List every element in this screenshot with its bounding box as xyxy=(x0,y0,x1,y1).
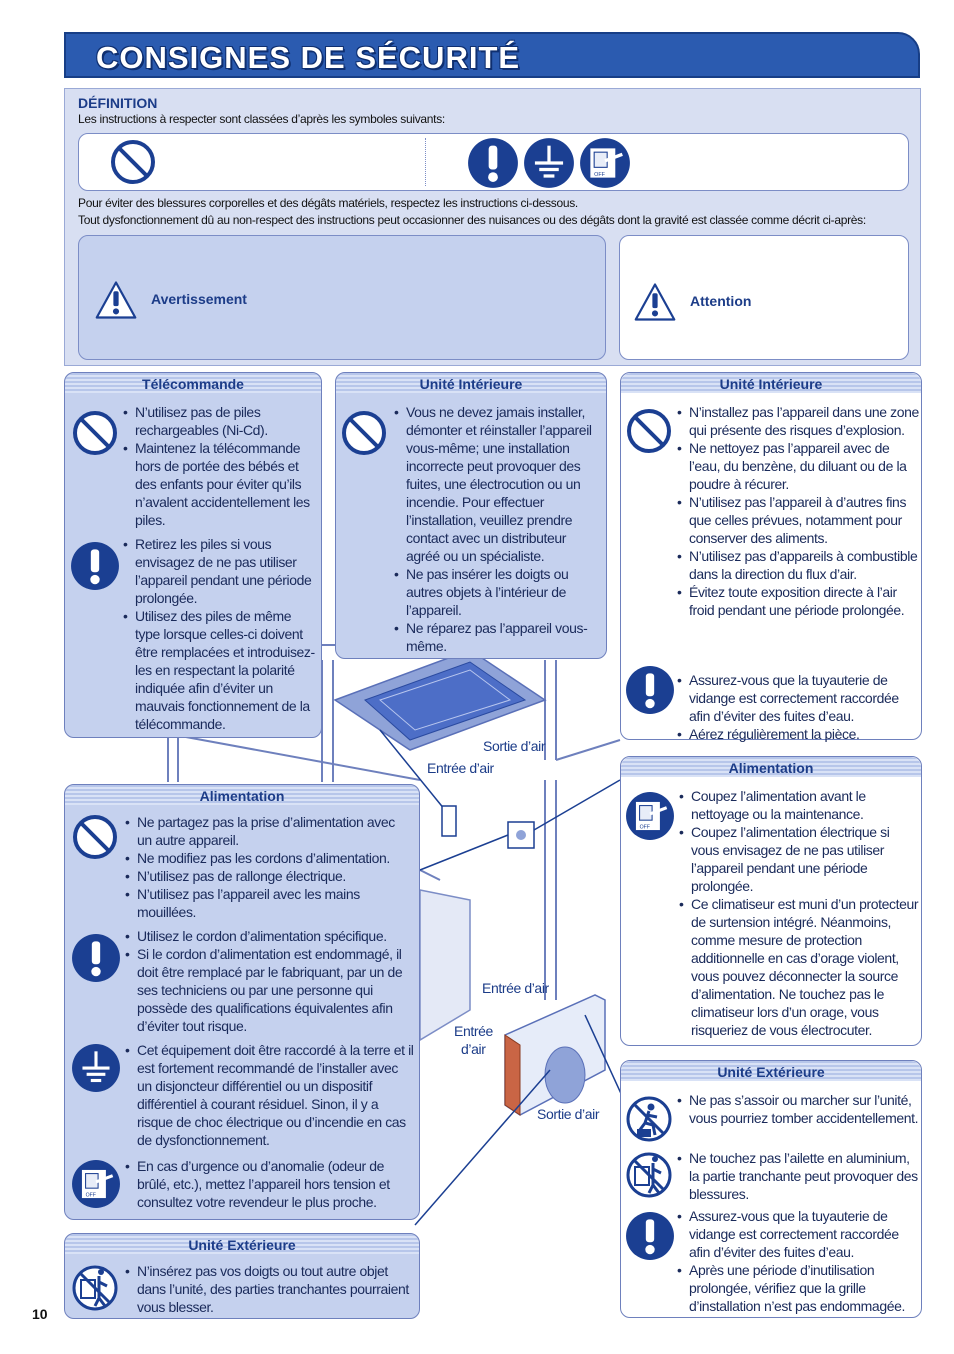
panel-title: Alimentation xyxy=(621,757,921,777)
outdoor-unit-panel-2 xyxy=(64,1233,420,1319)
mandatory-icon xyxy=(71,933,121,983)
air-inlet-label-side-2: d’air xyxy=(461,1041,486,1057)
air-outlet-label-outdoor: Sortie d’air xyxy=(537,1106,600,1122)
list-item: • Aérez régulièrement la pièce. xyxy=(677,725,921,743)
list-item: • Utilisez le cordon d’alimentation spécifique. xyxy=(125,927,411,945)
prohibit-icon xyxy=(340,409,388,457)
power-supply-panel-2 xyxy=(620,756,922,1046)
power-prohibit-list xyxy=(125,813,411,921)
panel-title: Unité Extérieure xyxy=(621,1061,921,1081)
list-item: • Utilisez des piles de même type lorsque celles-ci doivent être remplacées et introduisez-les en respectant la polarité indiquée afin d’éviter un mauvais fonctionnement de la télécommande. xyxy=(123,607,319,733)
indoor2-mandatory-list xyxy=(677,671,921,743)
outdoor-notouch-list xyxy=(677,1149,921,1203)
list-item: • Assurez-vous que la tuyauterie de vidange est correctement raccordée afin d’éviter des fuites d’eau. xyxy=(677,1207,921,1261)
list-item: • Maintenez la télécommande hors de portée des bébés et des enfants pour éviter qu’ils n’avalent accidentellement les piles. xyxy=(123,439,319,529)
outdoor2-notouch-list xyxy=(125,1262,415,1316)
list-item: • N’insérez pas vos doigts ou tout autre objet dans l’unité, des parties tranchantes pourraient vous blesser. xyxy=(125,1262,415,1316)
list-item: • N’utilisez pas de rallonge électrique. xyxy=(125,867,411,885)
list-item: • Retirez les piles si vous envisagez de ne pas utiliser l’appareil pendant une période prolongée. xyxy=(123,535,319,607)
power-earth-list xyxy=(125,1041,415,1149)
caution-label: Attention xyxy=(690,293,752,309)
panel-title: Télécommande xyxy=(65,373,321,393)
list-item: • Cet équipement doit être raccordé à la terre et il est fortement recommandé de l’installer avec un disjoncteur différentiel ou un dispositif différentiel à courant résiduel. Sinon, il y a risque de choc électrique ou d’incendie en cas de dysfonctionnement. xyxy=(125,1041,415,1149)
list-item: • Coupez l’alimentation avant le nettoyage ou la maintenance. xyxy=(679,787,919,823)
no-touch-icon xyxy=(625,1151,673,1199)
prohibit-icon xyxy=(625,407,673,455)
mandatory-icon xyxy=(625,665,675,715)
no-sitting-icon xyxy=(625,1095,673,1143)
definition-note-1: Pour éviter des blessures corporelles et des dégâts matériels, respectez les instructions ci-dessous. xyxy=(78,196,578,210)
unplug-icon xyxy=(625,791,675,841)
list-item: • Après une période d’inutilisation prolongée, vérifiez que la grille d’installation n’est pas endommagée. xyxy=(677,1261,921,1315)
list-item: • Assurez-vous que la tuyauterie de vidange est correctement raccordée afin d’éviter des fuites d’eau. xyxy=(677,671,921,725)
unplug-icon xyxy=(71,1159,121,1209)
panel-title: Unité Extérieure xyxy=(65,1234,419,1254)
list-item: • En cas d’urgence ou d’anomalie (odeur de brûlé, etc.), mettez l’appareil hors tension et consultez votre revendeur le plus proche. xyxy=(125,1157,413,1211)
list-item: • N’utilisez pas de piles rechargeables (Ni-Cd). xyxy=(123,403,319,439)
list-item: • Ne modifiez pas les cordons d’alimentation. xyxy=(125,849,411,867)
list-item: • Évitez toute exposition directe à l’air froid pendant une période prolongée. xyxy=(677,583,921,619)
list-item: • N’utilisez pas l’appareil à d’autres fins que celles prévues, notamment pour conserver des aliments. xyxy=(677,493,921,547)
list-item: • N’utilisez pas l’appareil avec les mains mouillées. xyxy=(125,885,411,921)
air-inlet-label: Entrée d’air xyxy=(427,760,494,776)
remote-prohibit-list xyxy=(123,403,319,529)
indoor-prohibit-list xyxy=(394,403,602,655)
list-item: • Ce climatiseur est muni d’un protecteur de surtension intégré. Néanmoins, comme mesure de protection additionnelle en cas d’orage violent, vous pouvez déconnecter la source d’alimentation. Ne touchez pas le climatiseur lors d’un orage, vous risqueriez de vous électrocuter. xyxy=(679,895,919,1039)
list-item: • Ne nettoyez pas l’appareil avec de l’eau, du benzène, du diluant ou de la poudre à récurer. xyxy=(677,439,921,493)
earth-icon xyxy=(71,1043,121,1093)
warning-label: Avertissement xyxy=(151,291,247,307)
list-item: • N’utilisez pas d’appareils à combustible dans la direction du flux d’air. xyxy=(677,547,921,583)
definition-intro: Les instructions à respecter sont classées d’après les symboles suivants: xyxy=(78,112,445,126)
list-item: • Ne pas s’assoir ou marcher sur l’unité, vous pourriez tomber accidentellement. xyxy=(677,1091,921,1127)
air-inlet-label-outdoor: Entrée d’air xyxy=(482,980,549,996)
list-item: • Coupez l’alimentation électrique si vous envisagez de ne pas utiliser l’appareil pendant une période prolongée. xyxy=(679,823,919,895)
power-supply-panel-1 xyxy=(64,784,420,1220)
list-item: • Ne pas insérer les doigts ou autres objets à l’intérieur de l’appareil. xyxy=(394,565,602,619)
list-item: • Ne touchez pas l’ailette en aluminium, la partie tranchante peut provoquer des blessures. xyxy=(677,1149,921,1203)
air-outlet-label: Sortie d’air xyxy=(483,738,546,754)
prohibit-icon xyxy=(71,813,119,861)
remote-mandatory-list xyxy=(123,535,319,733)
list-item: • Si le cordon d’alimentation est endommagé, il doit être remplacé par le fabriquant, par un de ses techniciens ou par une personne qui possède des qualifications équivalentes afin d’éviter tout risque. xyxy=(125,945,411,1035)
definition-heading: DÉFINITION xyxy=(78,95,158,111)
mandatory-icon xyxy=(625,1211,675,1261)
list-item: • Ne partagez pas la prise d’alimentation avec un autre appareil. xyxy=(125,813,411,849)
indoor2-prohibit-list xyxy=(677,403,921,619)
power-unplug-list xyxy=(125,1157,413,1211)
panel-title: Unité Intérieure xyxy=(621,373,921,393)
outdoor-mandatory-list xyxy=(677,1207,921,1315)
power-mandatory-list xyxy=(125,927,411,1035)
prohibit-icon xyxy=(71,409,119,457)
no-touch-icon xyxy=(71,1264,119,1312)
page-title: CONSIGNES DE SÉCURITÉ xyxy=(96,40,521,75)
air-inlet-label-side-1: Entrée xyxy=(454,1023,493,1039)
list-item: • Vous ne devez jamais installer, démonter et réinstaller l’appareil vous-même; une installation incorrecte peut provoquer des fuites, une électrocution ou un incendie. Pour effectuer l’installation, veuillez prendre contact avec un distributeur agréé ou un spécialiste. xyxy=(394,403,602,565)
outdoor-unit-panel-1 xyxy=(620,1060,922,1318)
mandatory-icon xyxy=(70,541,120,591)
page-number: 10 xyxy=(32,1306,48,1322)
outdoor-nosit-list xyxy=(677,1091,921,1127)
panel-title: Unité Intérieure xyxy=(336,373,606,393)
remote-control-panel xyxy=(64,372,322,738)
list-item: • N’installez pas l’appareil dans une zone qui présente des risques d’explosion. xyxy=(677,403,921,439)
panel-title: Alimentation xyxy=(65,785,419,805)
definition-note-2: Tout dysfonctionnement dû au non-respect des instructions peut occasionner des nuisances ou des dégâts dont la gravité est classée comme décrit ci-après: xyxy=(78,213,866,227)
indoor-unit-panel-1 xyxy=(335,372,607,659)
indoor-unit-panel-2 xyxy=(620,372,922,740)
power2-unplug-list xyxy=(679,787,919,1039)
list-item: • Ne réparez pas l’appareil vous-même. xyxy=(394,619,602,655)
